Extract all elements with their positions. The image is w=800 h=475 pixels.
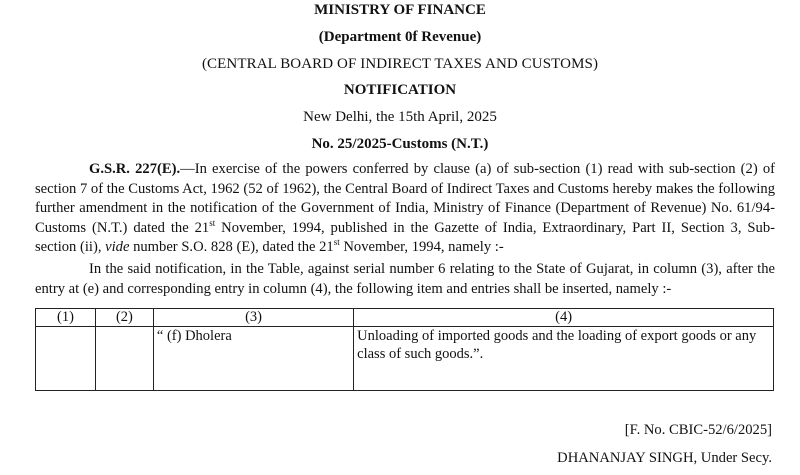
paragraph-1-part-b: November, 1994, published in the Gazette of India, Extraordinary, Part II, Section 3, Sub-section (ii), <box>35 219 775 255</box>
paragraph-1-part-a: —In exercise of the powers conferred by clause (a) of sub-section (1) read with sub-section (2) of section 7 of the Customs Act, 1962 (52 of 1962), the Central Board of Indirect Taxes and Customs hereby makes the following further amendment in the notification of the Government of India, Ministry of Finance (Department of Revenue) No. 61/94-Customs (N.T.) dated the 21 <box>35 161 776 236</box>
column-header-3: (3) <box>153 309 353 327</box>
file-number: [F. No. CBIC-52/6/2025] <box>624 422 772 438</box>
ministry-heading: MINISTRY OF FINANCE <box>314 2 486 18</box>
cell-purpose: Unloading of imported goods and the loading of export goods or any class of such goods.”. <box>354 327 774 391</box>
gsr-number: G.S.R. 227(E). <box>89 161 181 177</box>
paragraph-2 <box>35 260 775 299</box>
superscript-2: st <box>333 237 340 248</box>
cell-serial <box>36 327 96 391</box>
superscript-1: st <box>209 217 216 228</box>
column-header-2: (2) <box>95 309 153 327</box>
table-row <box>36 327 774 391</box>
vide-word: vide <box>105 239 130 255</box>
paragraph-1-part-c: number S.O. 828 (E), dated the 21 <box>129 239 334 255</box>
column-header-1: (1) <box>36 309 96 327</box>
column-header-4: (4) <box>354 309 774 327</box>
signatory: DHANANJAY SINGH, Under Secy. <box>557 450 772 466</box>
place-date: New Delhi, the 15th April, 2025 <box>303 109 497 125</box>
paragraph-1-part-d: November, 1994, namely :- <box>339 239 504 255</box>
cell-place: “ (f) Dholera <box>153 327 353 391</box>
notification-number: No. 25/2025-Customs (N.T.) <box>311 136 489 152</box>
department-heading: (Department 0f Revenue) <box>318 29 482 45</box>
paragraph-1 <box>35 160 775 258</box>
notification-title: NOTIFICATION <box>343 82 457 98</box>
amendment-table <box>35 308 774 391</box>
cell-state <box>95 327 153 391</box>
board-heading: (CENTRAL BOARD OF INDIRECT TAXES AND CUSTOMS) <box>201 56 599 72</box>
table-header-row <box>36 309 774 327</box>
paragraph-2-text: In the said notification, in the Table, against serial number 6 relating to the State of Gujarat, in column (3), after the entry at (e) and corresponding entry in column (4), the following item and entries shall be inserted, namely :- <box>35 261 775 297</box>
